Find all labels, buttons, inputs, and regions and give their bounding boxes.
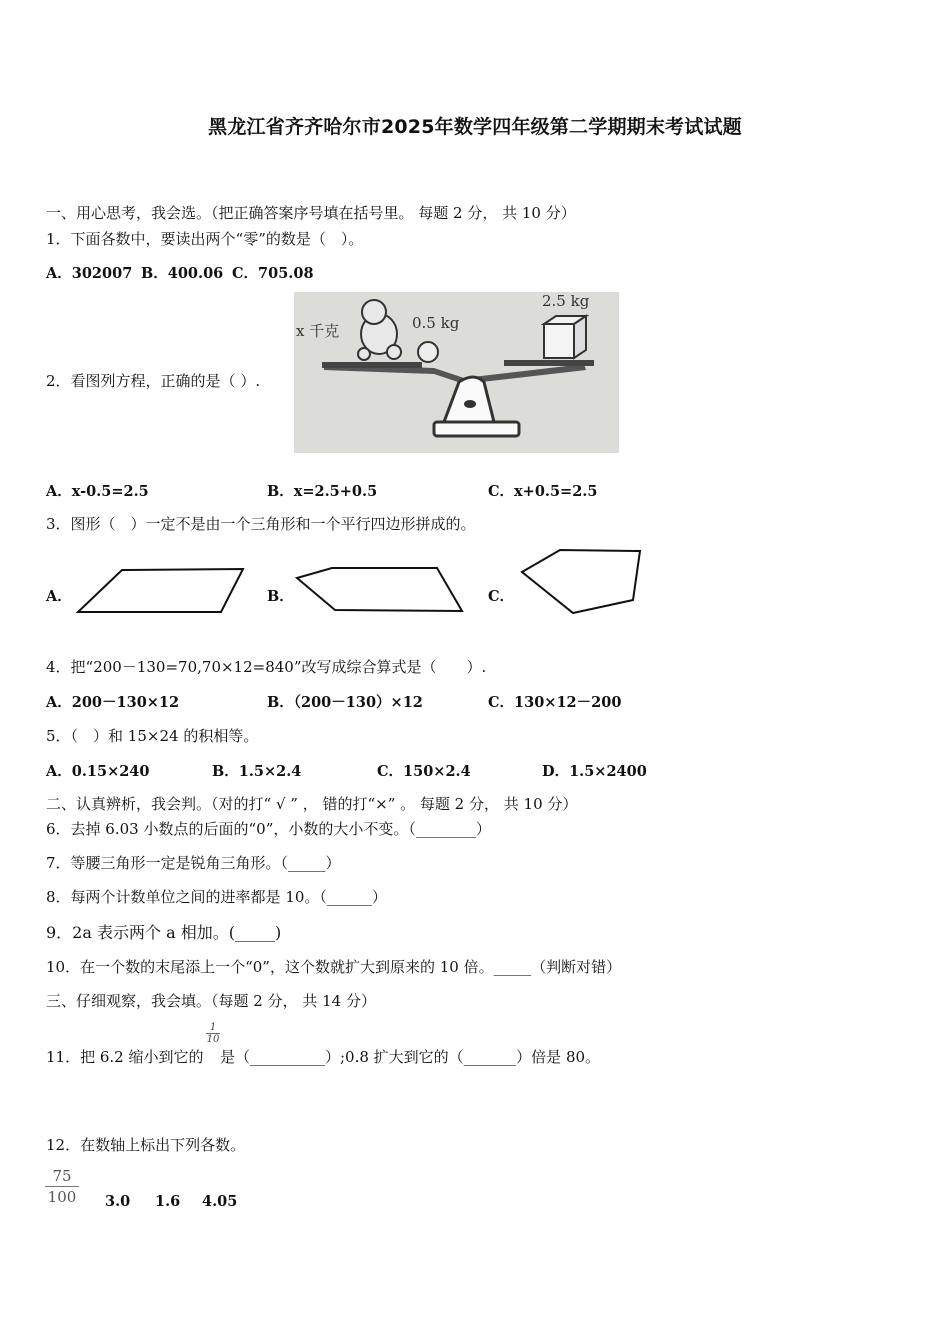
section-2-heading: 二、认真辨析，我会判。（对的打“ √ ” ， 错的打“×” 。 每题 2 分， 共 10 分） — [46, 795, 578, 813]
q3-option-c[interactable]: C． — [488, 588, 515, 605]
q4-option-c[interactable]: C．130×12－200 — [488, 694, 622, 711]
q4-option-b[interactable]: B．（200－130）×12 — [267, 694, 423, 711]
q12-fraction — [45, 1166, 79, 1207]
q10-statement: 10．在一个数的末尾添上一个“0”，这个数就扩大到原来的 10 倍。_____（判断对错） — [46, 958, 622, 976]
balance-scale-illustration — [294, 292, 619, 453]
q11-frac-numerator: 1 — [209, 1022, 217, 1033]
balance-scale-photo — [294, 292, 619, 453]
q2-option-c[interactable]: C．x+0.5=2.5 — [488, 483, 598, 500]
label-x-kg: x 千克 — [296, 322, 340, 340]
q5-option-a[interactable]: A．0.15×240 — [46, 763, 150, 780]
q7-statement: 7．等腰三角形一定是锐角三角形。（_____） — [46, 854, 341, 872]
label-ball-weight: 0.5 kg — [412, 314, 460, 332]
q2-option-b[interactable]: B．x=2.5+0.5 — [267, 483, 378, 500]
shape-a-trapezoid — [70, 560, 255, 620]
q1-stem: 1．下面各数中，要读出两个“零”的数是（ ）。 — [46, 230, 364, 248]
q12-frac-denominator: 100 — [45, 1186, 79, 1207]
q3-stem: 3．图形（ ）一定不是由一个三角形和一个平行四边形拼成的。 — [46, 515, 476, 533]
q4-stem: 4．把“200－130=70,70×12=840”改写成综合算式是（ ）. — [46, 658, 487, 676]
q5-option-b[interactable]: B．1.5×2.4 — [212, 763, 302, 780]
section-3-heading: 三、仔细观察，我会填。（每题 2 分， 共 14 分） — [46, 992, 376, 1010]
q3-option-a[interactable]: A． — [46, 588, 72, 605]
q8-statement: 8．每两个计数单位之间的进率都是 10。（______） — [46, 888, 387, 906]
q9-statement: 9．2a 表示两个 a 相加。(_____) — [46, 923, 282, 942]
q12-number-2: 1.6 — [155, 1193, 181, 1210]
q12-frac-numerator: 75 — [52, 1167, 72, 1185]
q11-part1: 11．把 6.2 缩小到它的 — [46, 1048, 204, 1066]
q6-statement: 6．去掉 6.03 小数点的后面的“0”，小数的大小不变。（________） — [46, 820, 491, 838]
q12-number-1: 3.0 — [105, 1193, 131, 1210]
page-title: 黑龙江省齐齐哈尔市2025年数学四年级第二学期期末考试试题 — [208, 116, 742, 138]
q1-option-b[interactable]: B．400.06 — [141, 265, 224, 282]
q1-option-a[interactable]: A．302007 — [46, 265, 133, 282]
q2-option-a[interactable]: A．x-0.5=2.5 — [46, 483, 149, 500]
q3-option-b[interactable]: B． — [267, 588, 294, 605]
q4-option-a[interactable]: A．200－130×12 — [46, 694, 180, 711]
q11-part2: 是（__________）;0.8 扩大到它的（_______）倍是 80。 — [220, 1048, 601, 1066]
q5-option-c[interactable]: C．150×2.4 — [377, 763, 471, 780]
q1-option-c[interactable]: C．705.08 — [232, 265, 314, 282]
q2-stem: 2．看图列方程，正确的是（ ）. — [46, 372, 261, 390]
q5-stem: 5．（ ）和 15×24 的积相等。 — [46, 727, 259, 745]
label-box-weight: 2.5 kg — [542, 292, 590, 310]
shape-b-pentagon — [290, 560, 475, 620]
shape-c-pentagon — [515, 545, 650, 620]
q12-stem: 12．在数轴上标出下列各数。 — [46, 1136, 246, 1154]
q12-number-3: 4.05 — [202, 1193, 238, 1210]
section-1-heading: 一、用心思考，我会选。（把正确答案序号填在括号里。 每题 2 分， 共 10 分） — [46, 204, 576, 222]
q11-fraction — [206, 1022, 220, 1045]
q5-option-d[interactable]: D．1.5×2400 — [542, 763, 647, 780]
q11-frac-denominator: 10 — [206, 1034, 220, 1045]
